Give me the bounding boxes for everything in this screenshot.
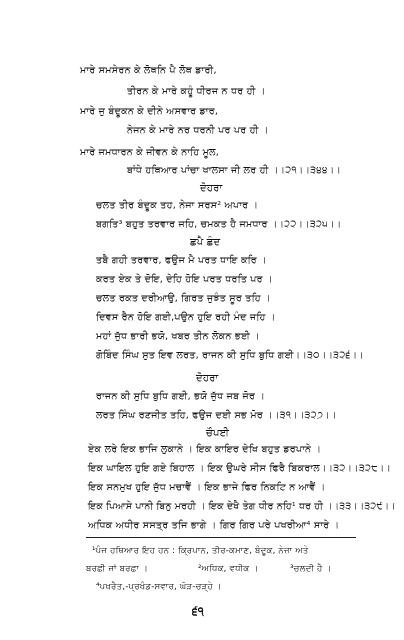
verse4-line-2: ਲਰਤ ਸਿੰਘ ਰਣਜੀਤ ਤਹਿ, ਫਉਜ ਦਈ ਸਭ ਮੋਰ ।।੩੧।।੩੨੭।। [96,410,337,421]
verse3-line-6: ਗੋਬਿੰਦ ਸਿੰਘ ਸੁਤ ਇਵ ਲਰਤ, ਰਾਜਨ ਕੀ ਸੁਧਿ ਬੁਧਿ ਗਈ।।੩੦।।੩੨੬।। [96,350,364,361]
footnote-4: ⁴ਪਖਰੈਤ,-ਪ੍ਰਖੰਡ-ਸਵਾਰ, ਘੋੜ-ਚੜ੍ਹੇ । [96,582,222,592]
heading-chaupai: ਚੌਪਈ [206,428,230,439]
verse5-line-4: ਇਕ ਪਿਆਸੇ ਪਾਨੀ ਬਿਨੁ ਮਰਹੀ । ਇਕ ਦੇਖੈ ਤੇਗ ਧੀਰ ਨਹਿ¹ ਧਰ ਹੀ ।।੩੩।।੩੨੯।। [88,501,396,512]
footnote-divider [86,537,356,538]
verse5-line-1: ਏਕ ਲਰੇ ਇਕ ਭਾਜਿ ਲੁਕਾਨੇ । ਇਕ ਕਾਇਰ ਦੇਖਿ ਬਹੁਤ ਡਰਪਾਨੇ । [88,444,322,455]
footnote-1-cont: ਬਰਛੀ ਜਾਂ ਬਰਛਾ । [86,564,148,574]
verse2-line-1: ਚਲਤ ਤੀਰ ਬੰਦੂਕ ਤਹ, ਨੇਜਾ ਸਰਸ² ਅਪਾਰ । [96,200,259,211]
verse3-line-4: ਦਿਵਸ ਰੈਨ ਹੋਇ ਗਈ,ਪਉਨ ਹੁਇ ਰਹੀ ਮੰਦ ਜਹਿ । [96,312,276,323]
verse3-line-5: ਮਹਾਂ ਜੁੱਧ ਭਾਰੀ ਭਯੋ, ਖਬਰ ਤੀਨ ਲੋਕਨ ਭਈ । [96,331,260,342]
footnote-1: ¹ਪੰਜ ਹਥਿਆਰ ਇਹ ਹਨ : ਕ੍ਰਿਪਾਨ, ਤੀਰ-ਕਮਾਣ, ਬੰਦੂਕ, ਨੇਜ਼ਾ ਅਤੇ [92,546,309,556]
verse2-line-2: ਬਗਤਿ³ ਬਹੁਤ ਤਰਵਾਰ ਜਹਿ, ਚਮਕਤ ਹੈ ਜਮਧਾਰ ।।੨੨।।੩੨੫।। [96,219,342,230]
verse1-line-6: ਬਾਂਧੇ ਹਥਿਆਰ ਪਾਂਚਾ ਖਾਲਸਾ ਜੀ ਲਰ ਹੀ ।।੨੧।।੩੪੪।। [127,165,342,176]
footnote-2: ²ਅਧਿਕ, ਵਧੀਕ । [198,564,259,574]
verse1-line-2: ਤੀਰਨ ਕੇ ਮਾਰੇ ਕਹੂੰ ਧੀਰਜ ਨ ਧਰ ਹੀ । [127,86,266,97]
verse3-line-3: ਚਲਤ ਰਕਤ ਦਰੀਆਉ, ਗਿਰਤ ਜੁਝੰਤ ਸੂਰ ਤਹਿ । [96,293,271,304]
heading-dohra: ਦੋਹਰਾ [200,183,223,194]
verse3-line-1: ਤਬੈ ਗਹੀ ਤਰਵਾਰ, ਫਉਜ ਮੈ ਪਰਤ ਧਾਇ ਕਰਿ । [96,255,267,266]
verse3-line-2: ਕਰਤ ਏਕ ਤੇ ਦੋਇ, ਦੇਹਿ ਹੋਇ ਪਰਤ ਧਰਤਿ ਪਰ । [96,274,273,285]
page-number: ੬੧ [192,605,204,618]
verse1-line-5: ਮਾਰੇ ਜਮਧਾਰਨ ਕੇ ਜੀਵਨ ਕੇ ਨਾਹਿ ਮੂਲ, [80,147,220,158]
footnote-3: ³ਚਲਦੀ ਹੈ । [290,564,332,574]
verse1-line-4: ਨੇਜਨ ਕੇ ਮਾਰੇ ਨਰ ਧਰਨੀ ਪਰ ਪਰ ਹੀ । [127,125,269,136]
heading-chhapai: ਛਪੈ ਛੰਦ [190,237,221,248]
verse4-line-1: ਰਾਜਨ ਕੀ ਸੁਧਿ ਬੁਧਿ ਗਈ, ਭਯੋ ਜੁੱਧ ਜਬ ਜੋਰ । [96,391,266,402]
verse1-line-3: ਮਾਰੇ ਜੁ ਬੰਦੂਕਨ ਕੇ ਦੀਨੇ ਅਸਵਾਰ ਡਾਰ, [80,106,219,117]
verse5-line-5: ਅਧਿਕ ਅਧੀਰ ਸਸਤ੍ਰ ਤਜਿ ਭਾਗੇ । ਗਿਰ ਗਿਰ ਪਰੇ ਪਖਰੀਆ⁴ ਸਾਰੇ । [88,520,340,531]
heading-dohra: ਦੋਹਰਾ [196,373,219,384]
verse1-line-1: ਮਾਰੇ ਸਮਸੇਰਨ ਕੇ ਲੋਥਨਿ ਪੈ ਲੋਥ ਡਾਰੀ, [80,65,217,76]
verse5-line-2: ਇਕ ਘਾਇਲ ਹੁਇ ਗਏ ਬਿਹਾਲ । ਇਕ ਉਘਰੇ ਸੀਸ ਫਿਰੈ ਬਿਕਰਾਲ।।੩੨।।੩੨੮।। [88,463,392,474]
verse5-line-3: ਇਕ ਸਨਮੁਖ ਹੁਇ ਜੁੱਧ ਮਚਾਵੈਂ । ਇਕ ਭਾਜੇ ਫਿਰ ਨਿਕਟਿ ਨ ਆਵੈਂ । [88,482,326,493]
